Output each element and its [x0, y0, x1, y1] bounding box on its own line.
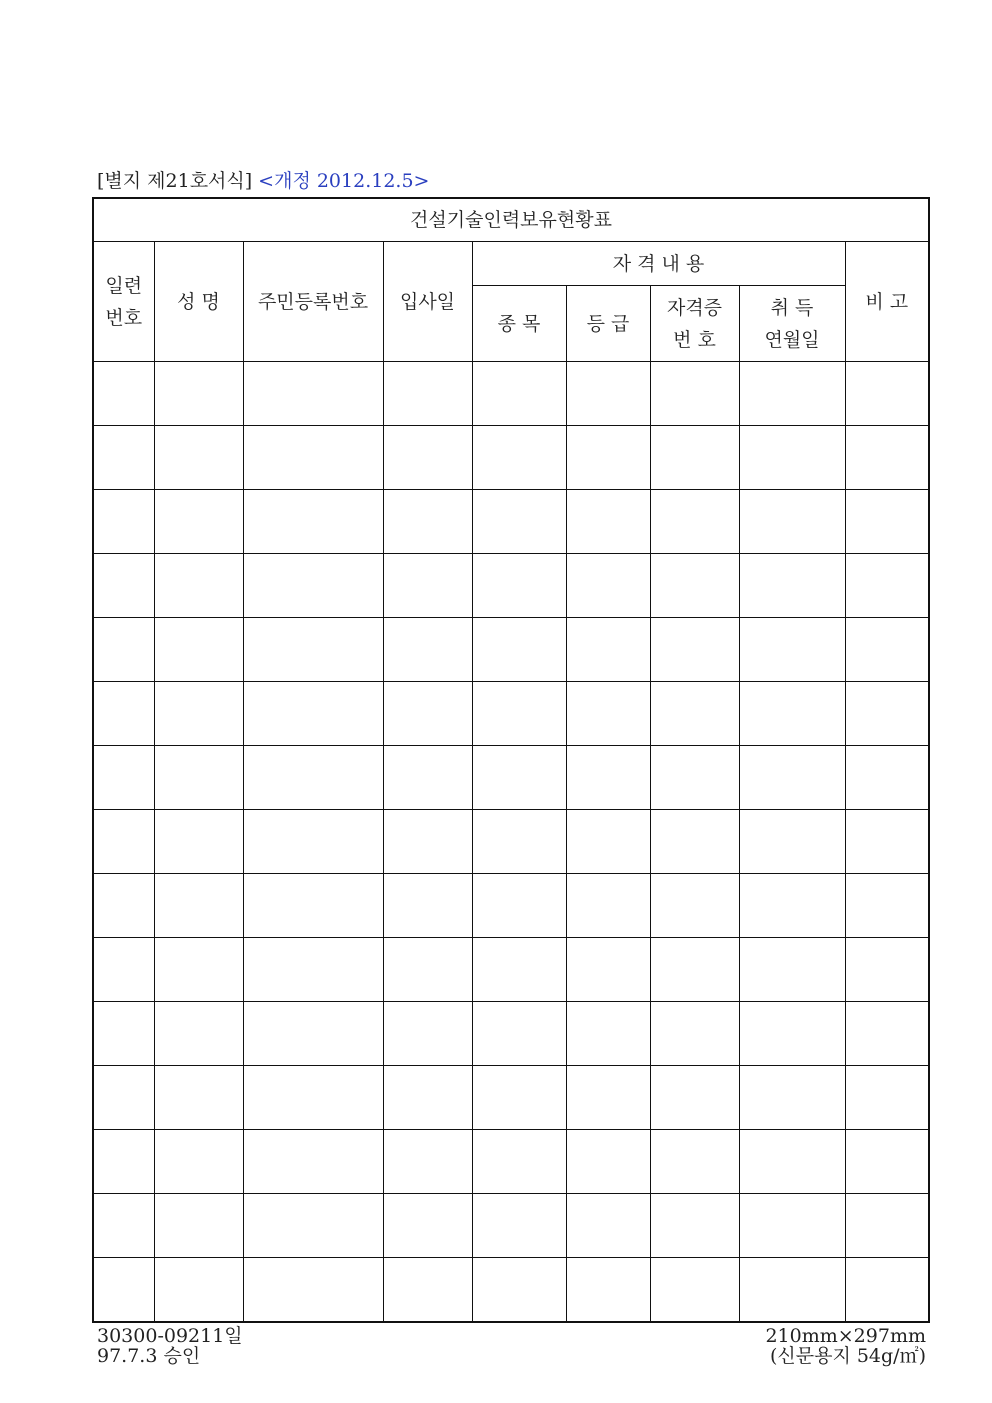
cell-resident-id[interactable] — [243, 746, 383, 810]
cell-certificate-number[interactable] — [650, 554, 739, 618]
cell-field[interactable] — [472, 362, 566, 426]
cell-acquired-date[interactable] — [739, 490, 845, 554]
cell-remarks[interactable] — [845, 554, 929, 618]
cell-hire-date[interactable] — [383, 1194, 472, 1258]
cell-acquired-date[interactable] — [739, 618, 845, 682]
cell-name[interactable] — [154, 554, 243, 618]
cell-grade[interactable] — [566, 490, 650, 554]
cell-hire-date[interactable] — [383, 618, 472, 682]
cell-grade[interactable] — [566, 1258, 650, 1323]
cell-remarks[interactable] — [845, 1066, 929, 1130]
form-header — [97, 170, 429, 192]
cell-name[interactable] — [154, 618, 243, 682]
cell-resident-id[interactable] — [243, 874, 383, 938]
cell-acquired-date[interactable] — [739, 1002, 845, 1066]
cell-remarks[interactable] — [845, 1194, 929, 1258]
cell-field[interactable] — [472, 1002, 566, 1066]
cell-field[interactable] — [472, 1258, 566, 1323]
cell-certificate-number[interactable] — [650, 810, 739, 874]
header-grade: 등 급 — [566, 286, 650, 362]
cell-serial[interactable] — [93, 682, 154, 746]
cell-hire-date[interactable] — [383, 362, 472, 426]
cell-serial[interactable] — [93, 618, 154, 682]
cell-certificate-number[interactable] — [650, 1194, 739, 1258]
cell-resident-id[interactable] — [243, 1130, 383, 1194]
cell-resident-id[interactable] — [243, 938, 383, 1002]
cell-remarks[interactable] — [845, 1258, 929, 1323]
cell-certificate-number[interactable] — [650, 1258, 739, 1323]
cell-hire-date[interactable] — [383, 874, 472, 938]
cell-acquired-date[interactable] — [739, 682, 845, 746]
cell-certificate-number[interactable] — [650, 874, 739, 938]
table-row — [93, 618, 929, 682]
cell-grade[interactable] — [566, 874, 650, 938]
cell-remarks[interactable] — [845, 1130, 929, 1194]
table-row — [93, 1130, 929, 1194]
table-row — [93, 810, 929, 874]
cell-certificate-number[interactable] — [650, 490, 739, 554]
cell-acquired-date[interactable] — [739, 1194, 845, 1258]
cell-name[interactable] — [154, 426, 243, 490]
cell-grade[interactable] — [566, 554, 650, 618]
cell-name[interactable] — [154, 1066, 243, 1130]
header-resident-id: 주민등록번호 — [243, 242, 383, 362]
cell-remarks[interactable] — [845, 874, 929, 938]
footer-paper-spec: 210mm×297mm (신문용지 54g/㎡) — [765, 1325, 926, 1367]
cell-field[interactable] — [472, 618, 566, 682]
cell-grade[interactable] — [566, 1066, 650, 1130]
cell-hire-date[interactable] — [383, 682, 472, 746]
cell-acquired-date[interactable] — [739, 1066, 845, 1130]
cell-resident-id[interactable] — [243, 1258, 383, 1323]
table-row — [93, 938, 929, 1002]
header-field: 종 목 — [472, 286, 566, 362]
cell-serial[interactable] — [93, 1194, 154, 1258]
cell-remarks[interactable] — [845, 682, 929, 746]
cell-serial[interactable] — [93, 874, 154, 938]
table-row — [93, 682, 929, 746]
cell-grade[interactable] — [566, 746, 650, 810]
cell-serial[interactable] — [93, 490, 154, 554]
cell-resident-id[interactable] — [243, 426, 383, 490]
cell-serial[interactable] — [93, 938, 154, 1002]
cell-grade[interactable] — [566, 810, 650, 874]
cell-serial[interactable] — [93, 1066, 154, 1130]
header-serial-number: 일련 번호 — [93, 242, 154, 362]
cell-hire-date[interactable] — [383, 746, 472, 810]
cell-certificate-number[interactable] — [650, 362, 739, 426]
table-row — [93, 1002, 929, 1066]
table-row — [93, 426, 929, 490]
cell-name[interactable] — [154, 682, 243, 746]
cell-resident-id[interactable] — [243, 1002, 383, 1066]
cell-serial[interactable] — [93, 1002, 154, 1066]
cell-acquired-date[interactable] — [739, 1258, 845, 1323]
cell-grade[interactable] — [566, 426, 650, 490]
cell-field[interactable] — [472, 426, 566, 490]
header-hire-date: 입사일 — [383, 242, 472, 362]
cell-remarks[interactable] — [845, 618, 929, 682]
cell-grade[interactable] — [566, 362, 650, 426]
table-row — [93, 746, 929, 810]
cell-name[interactable] — [154, 1258, 243, 1323]
engineering-personnel-table — [92, 197, 930, 1323]
cell-serial[interactable] — [93, 1258, 154, 1323]
header-name: 성 명 — [154, 242, 243, 362]
cell-field[interactable] — [472, 682, 566, 746]
cell-resident-id[interactable] — [243, 1066, 383, 1130]
cell-certificate-number[interactable] — [650, 682, 739, 746]
cell-hire-date[interactable] — [383, 810, 472, 874]
cell-remarks[interactable] — [845, 746, 929, 810]
cell-serial[interactable] — [93, 746, 154, 810]
cell-hire-date[interactable] — [383, 1258, 472, 1323]
cell-grade[interactable] — [566, 1130, 650, 1194]
cell-remarks[interactable] — [845, 426, 929, 490]
cell-resident-id[interactable] — [243, 490, 383, 554]
cell-serial[interactable] — [93, 810, 154, 874]
table-row — [93, 554, 929, 618]
cell-hire-date[interactable] — [383, 1066, 472, 1130]
cell-field[interactable] — [472, 490, 566, 554]
cell-serial[interactable] — [93, 362, 154, 426]
revision-note: <개정 2012.12.5> — [258, 170, 430, 192]
cell-field[interactable] — [472, 874, 566, 938]
table-row — [93, 874, 929, 938]
cell-certificate-number[interactable] — [650, 1066, 739, 1130]
cell-name[interactable] — [154, 810, 243, 874]
table-row — [93, 1258, 929, 1323]
cell-grade[interactable] — [566, 1194, 650, 1258]
cell-field[interactable] — [472, 810, 566, 874]
cell-field[interactable] — [472, 938, 566, 1002]
cell-hire-date[interactable] — [383, 554, 472, 618]
header-acquired-date: 취 득 연월일 — [739, 286, 845, 362]
cell-resident-id[interactable] — [243, 554, 383, 618]
cell-hire-date[interactable] — [383, 490, 472, 554]
table-row — [93, 1194, 929, 1258]
cell-certificate-number[interactable] — [650, 426, 739, 490]
cell-resident-id[interactable] — [243, 1194, 383, 1258]
cell-resident-id[interactable] — [243, 618, 383, 682]
header-remarks: 비 고 — [845, 242, 929, 362]
cell-resident-id[interactable] — [243, 362, 383, 426]
cell-hire-date[interactable] — [383, 1002, 472, 1066]
cell-serial[interactable] — [93, 426, 154, 490]
cell-field[interactable] — [472, 1130, 566, 1194]
cell-resident-id[interactable] — [243, 810, 383, 874]
cell-serial[interactable] — [93, 554, 154, 618]
table-title: 건설기술인력보유현황표 — [93, 198, 929, 242]
cell-certificate-number[interactable] — [650, 938, 739, 1002]
cell-serial[interactable] — [93, 1130, 154, 1194]
cell-field[interactable] — [472, 1194, 566, 1258]
header-certificate-number: 자격증 번 호 — [650, 286, 739, 362]
cell-hire-date[interactable] — [383, 426, 472, 490]
cell-grade[interactable] — [566, 938, 650, 1002]
cell-acquired-date[interactable] — [739, 362, 845, 426]
cell-acquired-date[interactable] — [739, 426, 845, 490]
cell-acquired-date[interactable] — [739, 938, 845, 1002]
cell-resident-id[interactable] — [243, 682, 383, 746]
cell-acquired-date[interactable] — [739, 874, 845, 938]
cell-name[interactable] — [154, 874, 243, 938]
cell-certificate-number[interactable] — [650, 1130, 739, 1194]
cell-acquired-date[interactable] — [739, 554, 845, 618]
cell-name[interactable] — [154, 746, 243, 810]
table-row — [93, 362, 929, 426]
cell-certificate-number[interactable] — [650, 1002, 739, 1066]
cell-name[interactable] — [154, 938, 243, 1002]
cell-certificate-number[interactable] — [650, 618, 739, 682]
cell-hire-date[interactable] — [383, 938, 472, 1002]
cell-remarks[interactable] — [845, 938, 929, 1002]
cell-certificate-number[interactable] — [650, 746, 739, 810]
cell-acquired-date[interactable] — [739, 1130, 845, 1194]
cell-field[interactable] — [472, 1066, 566, 1130]
cell-field[interactable] — [472, 554, 566, 618]
cell-grade[interactable] — [566, 682, 650, 746]
footer-approval: 30300-09211일 97.7.3 승인 — [97, 1325, 243, 1367]
form-number-label: [별지 제21호서식] — [97, 170, 253, 192]
cell-name[interactable] — [154, 1130, 243, 1194]
cell-grade[interactable] — [566, 1002, 650, 1066]
cell-name[interactable] — [154, 1194, 243, 1258]
cell-name[interactable] — [154, 490, 243, 554]
table-row — [93, 490, 929, 554]
cell-remarks[interactable] — [845, 1002, 929, 1066]
header-qualification-group: 자 격 내 용 — [472, 242, 845, 286]
cell-remarks[interactable] — [845, 810, 929, 874]
cell-grade[interactable] — [566, 618, 650, 682]
cell-field[interactable] — [472, 746, 566, 810]
cell-name[interactable] — [154, 1002, 243, 1066]
cell-hire-date[interactable] — [383, 1130, 472, 1194]
cell-remarks[interactable] — [845, 362, 929, 426]
cell-acquired-date[interactable] — [739, 810, 845, 874]
cell-acquired-date[interactable] — [739, 746, 845, 810]
table-row — [93, 1066, 929, 1130]
cell-name[interactable] — [154, 362, 243, 426]
cell-remarks[interactable] — [845, 490, 929, 554]
